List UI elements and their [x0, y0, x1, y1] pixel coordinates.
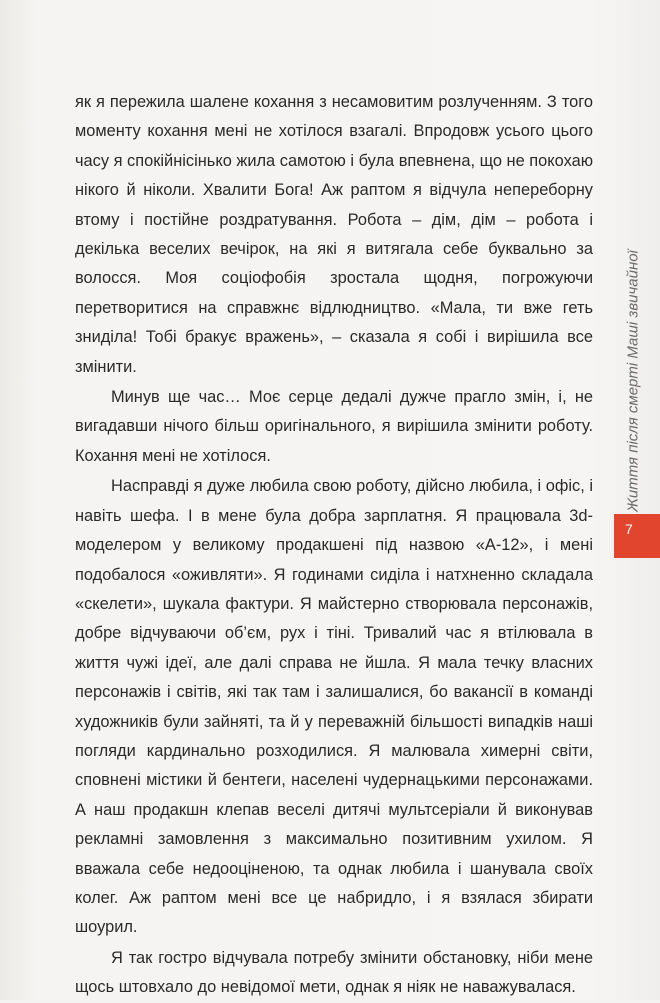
page-number: 7: [625, 521, 633, 537]
running-title-text: Життя після смерті Маші звичайної: [624, 250, 642, 512]
running-title: [618, 250, 648, 512]
paragraph-4: Я так гостро відчувала потребу змінити обстановку, ніби мене щось штовхало до невідомої мети, однак я ніяк не наважувалася.: [75, 948, 593, 997]
paragraph-2: Минув ще час… Моє серце дедалі дужче прагло змін, і, не вигадавши нічого більш оригінального, я вирішила змінити роботу. Кохання мені не хотілося.: [75, 388, 593, 465]
paragraph-1: як я пережила шалене кохання з несамовитим розлученням. З того моменту кохання мені не хотілося взагалі. Впродовж усього цього часу я спокійнісінько жила самотою і була впевнена, що не покохаю нікого й ніколи. Хвалити Бога! Аж раптом я відчула непереборну втому і постійне роздратування. Робота – дім, дім – робота і декілька веселих вечірок, на які я витягала себе буквально за волосся. Моя соціофобія зростала щодня, погрожуючи перетворитися на справжнє відлюдництво. «Мала, ти вже геть знидiла! Тобі бракує вражень», – сказала я собі і вирішила все змінити.: [75, 93, 593, 376]
page-number-tab: [614, 514, 660, 558]
body-text: [75, 88, 593, 1003]
paragraph-3: Насправді я дуже любила свою роботу, дійсно любила, і офіс, і навіть шефа. І в мене була добра зарплатня. Я працювала 3d-моделером у великому продакшені під назвою «А-12», і мені подобалося «оживляти». Я годинами сиділа і натхненно складала «скелети», шукала фактури. Я майстерно створювала персонажів, добре відчуваючи об’єм, рух і тіні. Тривалий час я втілювала в життя чужі ідеї, але далі справа не йшла. Я мала течку власних персонажів і світів, які так там і залишалися, бо вакансії в команді художників були зайняті, та й у переважній більшості випадків наші погляди кардинально розходилися. Я малювала химерні світи, сповнені містики й бентеги, населені чудернацькими персонажами. А наш продакшн клепав веселі дитячі мультсеріали й виконував рекламні замовлення з максимально позитивним ухилом. Я вважала себе недооціненою, та однак любила і шанувала своїх колег. Аж раптом мені все це набридло, і я взялася збирати шоурил.: [75, 477, 593, 937]
